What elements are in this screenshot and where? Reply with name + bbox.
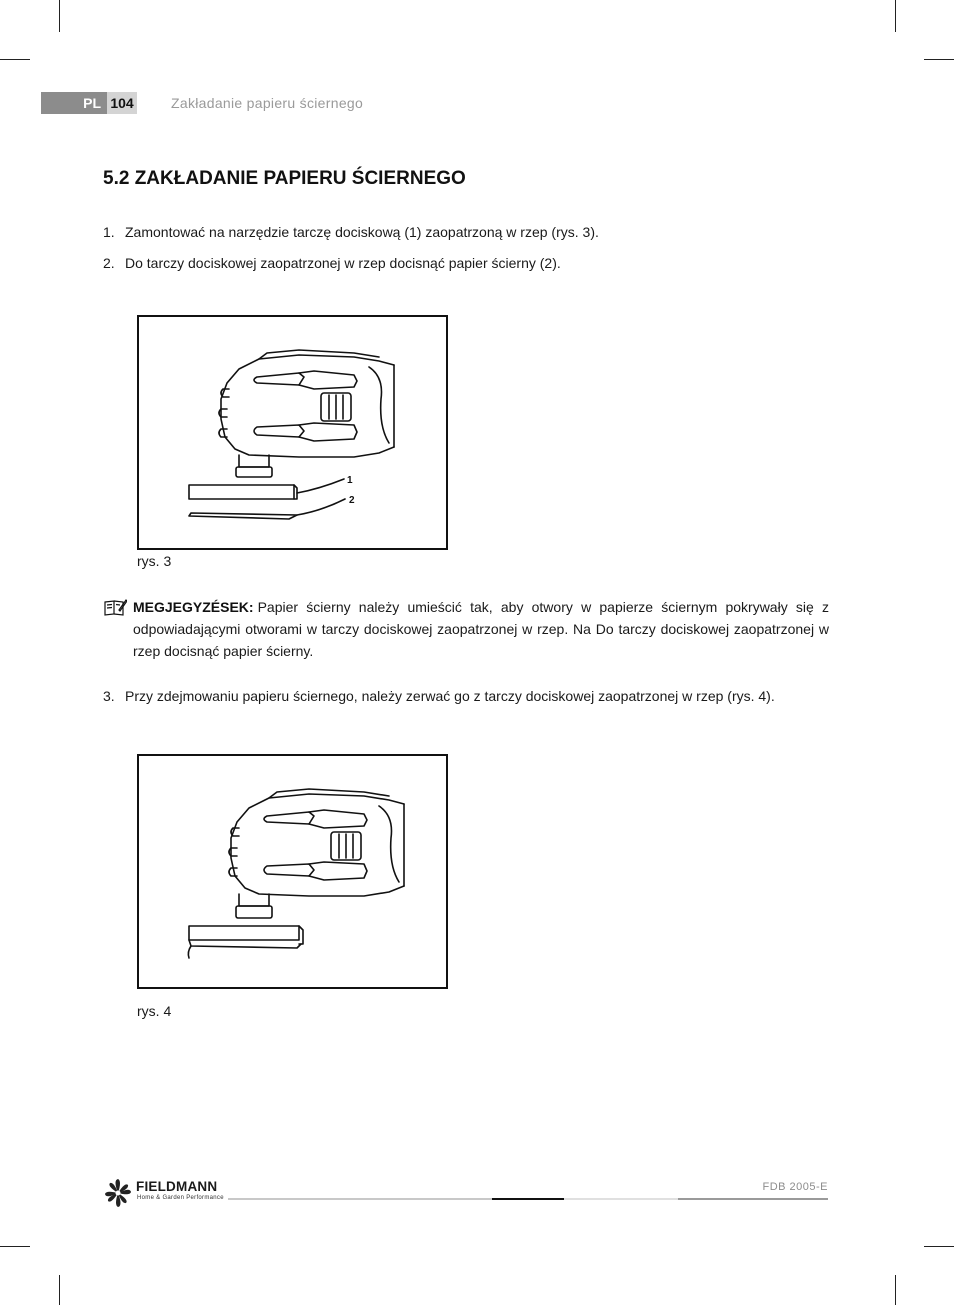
step-text: Zamontować na narzędzie tarczę dociskową (1) zaopatrzoną w rzep (rys. 3). <box>125 224 599 240</box>
figure-rys-3 <box>137 315 448 550</box>
book-pencil-icon <box>103 598 127 616</box>
footer-rule <box>564 1198 678 1200</box>
footer-rule <box>678 1198 828 1200</box>
step-number: 1. <box>103 224 115 240</box>
step-text: Przy zdejmowaniu papieru ściernego, należy zerwać go z tarczy dociskowej zaopatrzonej w rzep (rys. 4). <box>125 688 775 704</box>
crop-mark <box>59 1275 60 1305</box>
step-number: 3. <box>103 688 115 704</box>
step-item <box>103 224 599 240</box>
multitool-illustration <box>139 317 446 548</box>
crop-mark <box>895 1275 896 1305</box>
footer-rule-accent <box>492 1198 564 1200</box>
section-title: 5.2 ZAKŁADANIE PAPIERU ŚCIERNEGO <box>103 168 466 189</box>
multitool-removal-illustration <box>139 756 446 987</box>
brand-name: FIELDMANN <box>136 1179 218 1194</box>
figure-caption: rys. 3 <box>137 553 172 569</box>
crop-mark <box>0 1246 30 1247</box>
fieldmann-flower-icon <box>103 1178 133 1208</box>
note-label: MEGJEGYZÉSEK: <box>133 599 254 615</box>
note-box <box>103 596 829 662</box>
callout-2: 2 <box>349 495 355 506</box>
crop-mark <box>924 59 954 60</box>
figure-caption: rys. 4 <box>137 1003 172 1019</box>
step-text: Do tarczy dociskowej zaopatrzonej w rzep docisnąć papier ścierny (2). <box>125 255 561 271</box>
model-code: FDB 2005-E <box>762 1181 828 1193</box>
crop-mark <box>59 0 60 32</box>
note-text: Papier ścierny należy umieścić tak, aby otwory w papierze ściernym pokrywały się z odpowiadającymi otworami w tarczy dociskowej zaopatrzonej w rzep. Na Do tarczy dociskowej zaopatrzonej w rzep docisnąć papier ścierny. <box>133 599 829 659</box>
callout-1: 1 <box>347 475 353 486</box>
brand-logo <box>103 1176 229 1210</box>
page-number: 104 <box>107 92 137 114</box>
language-badge: PL <box>41 92 107 114</box>
step-item <box>103 255 561 271</box>
figure-rys-4 <box>137 754 448 989</box>
step-item <box>103 688 775 704</box>
crop-mark <box>895 0 896 32</box>
brand-tagline: Home & Garden Performance <box>137 1195 224 1201</box>
step-number: 2. <box>103 255 115 271</box>
footer-rule <box>228 1198 492 1200</box>
note-body <box>133 596 829 662</box>
crop-mark <box>924 1246 954 1247</box>
crop-mark <box>0 59 30 60</box>
running-title: Zakładanie papieru ściernego <box>171 95 364 111</box>
